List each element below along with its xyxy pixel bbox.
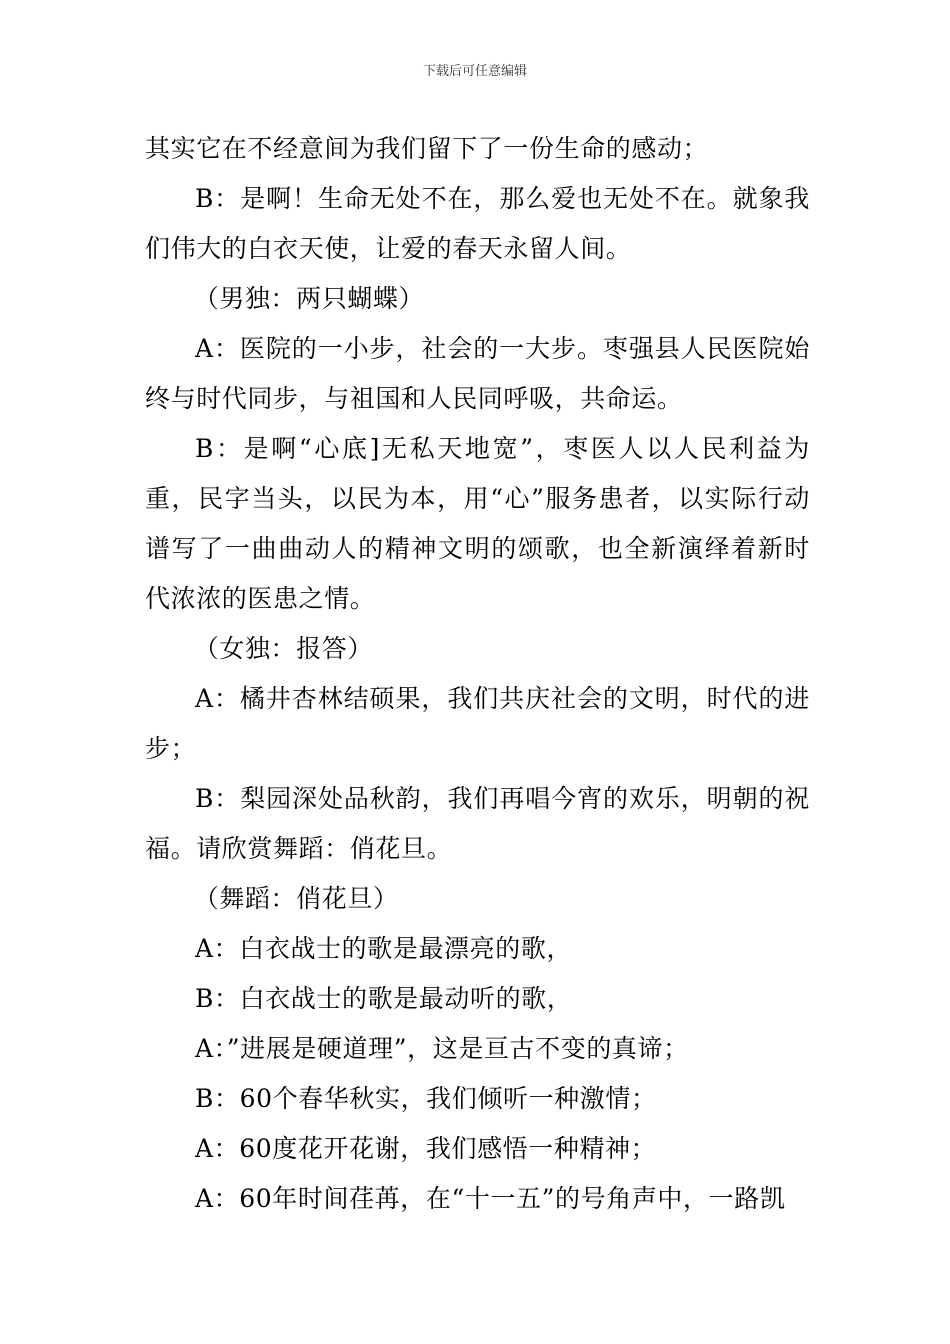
- stage-direction-female-solo: （女独：报答）: [193, 634, 373, 663]
- paragraph-10: A：白衣战士的歌是最漂亮的歌，: [195, 934, 573, 963]
- stage-direction-male-solo: （男独：两只蝴蝶）: [193, 284, 425, 313]
- paragraph-4: A：医院的一小步，社会的一大步。枣强县人民医院始终与时代同步，与祖国和人民同呼吸，共命运。: [145, 334, 810, 413]
- paragraph-7: A：橘井杏林结硕果，我们共庆社会的文明，时代的进步；: [145, 684, 810, 763]
- paragraph-13: B：60个春华秋实，我们倾听一种激情；: [195, 1084, 657, 1113]
- document-body: [145, 124, 810, 1224]
- paragraph-8: B：梨园深处品秋韵，我们再唱今宵的欢乐，明朝的祝福。请欣赏舞蹈：俏花旦。: [145, 784, 810, 863]
- paragraph-5: B：是啊“心底]无私天地宽”，枣医人以人民利益为重，民字当头，以民为本，用“心”服务患者，以实际行动谱写了一曲曲动人的精神文明的颂歌，也全新演绎着新时代浓浓的医患之情。: [145, 434, 810, 613]
- paragraph-15: A：60年时间荏苒，在“十一五”的号角声中，一路凯: [195, 1184, 786, 1213]
- page-header: 下载后可任意编辑: [422, 64, 527, 79]
- paragraph-2: B：是啊！生命无处不在，那么爱也无处不在。就象我们伟大的白衣天使，让爱的春天永留人间。: [145, 184, 810, 263]
- paragraph-14: A：60度花开花谢，我们感悟一种精神；: [195, 1134, 657, 1163]
- stage-direction-dance: （舞蹈：俏花旦）: [193, 884, 399, 913]
- paragraph-11: B：白衣战士的歌是最动听的歌，: [195, 984, 573, 1013]
- paragraph-12: A：”进展是硬道理”，这是亘古不变的真谛；: [195, 1034, 689, 1063]
- paragraph-1: 其实它在不经意间为我们留下了一份生命的感动；: [145, 134, 709, 163]
